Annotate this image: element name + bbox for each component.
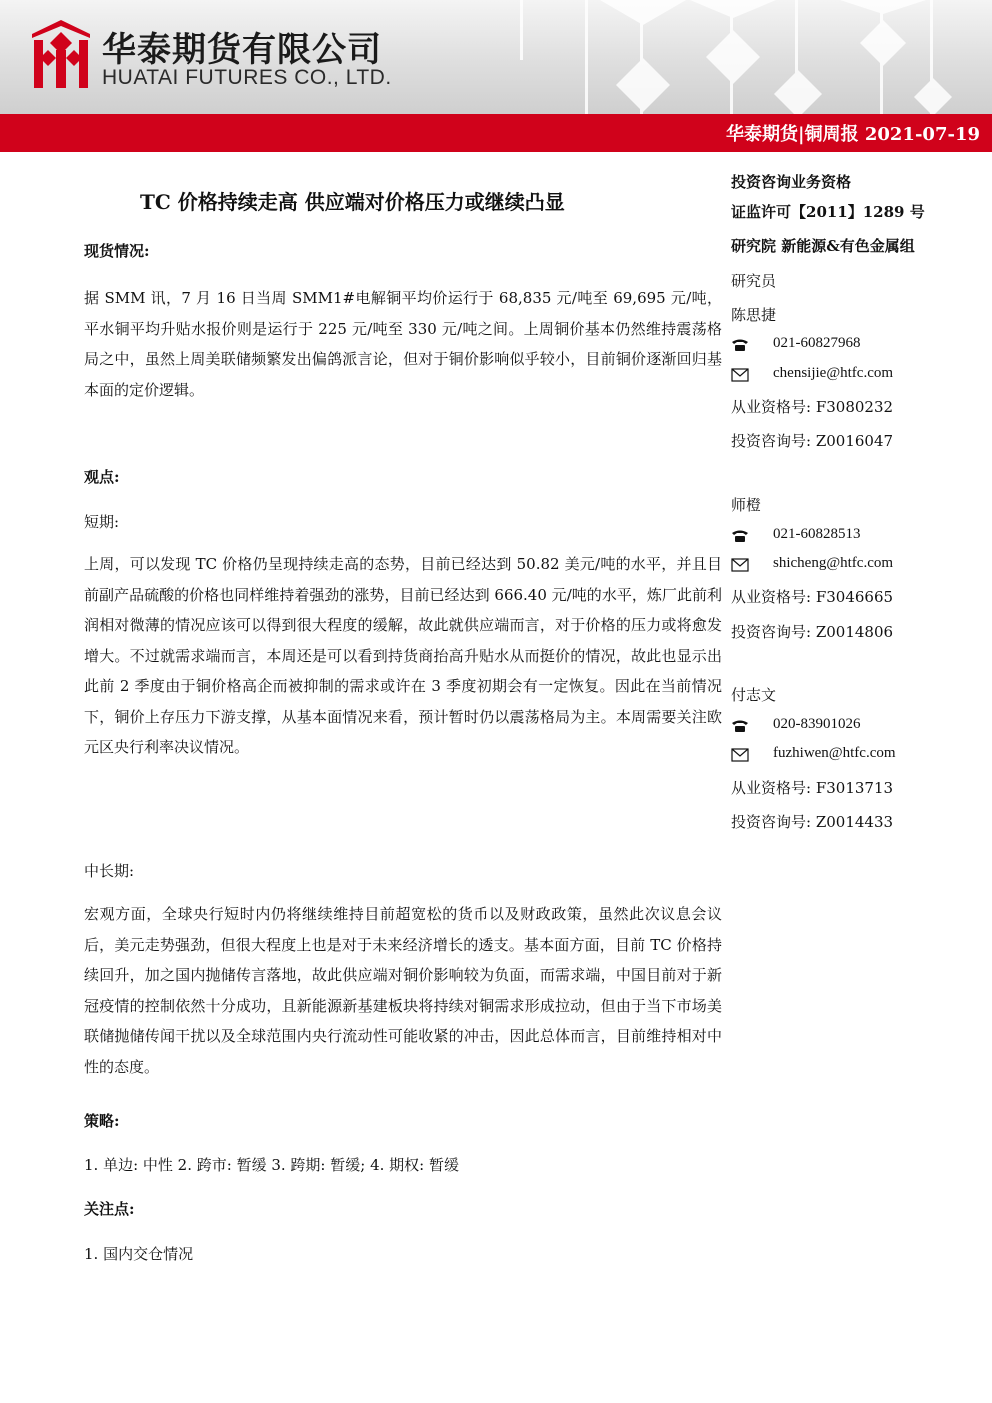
analyst-cert: 从业资格号: F3013713 — [731, 779, 894, 797]
analyst-email[interactable]: chensijie@htfc.com — [773, 365, 894, 381]
short-term-label: 短期: — [84, 513, 120, 531]
mail-icon — [731, 368, 749, 382]
mail-icon — [731, 558, 749, 572]
strategy-text: 1. 单边: 中性 2. 跨市: 暂缓 3. 跨期: 暂缓; 4. 期权: 暂缓 — [84, 1156, 459, 1174]
company-name-cn: 华泰期货有限公司 — [102, 30, 382, 70]
report-tag-bar — [0, 114, 992, 152]
analyst-email[interactable]: fuzhiwen@htfc.com — [773, 745, 896, 761]
qualification-line-1: 投资咨询业务资格 — [731, 173, 852, 191]
department: 研究院 新能源&有色金属组 — [731, 237, 915, 255]
mail-icon — [731, 748, 749, 762]
report-tag: 华泰期货|铜周报 2021-07-19 — [726, 124, 980, 145]
qualification-line-2: 证监许可【2011】1289 号 — [731, 203, 925, 221]
analyst-name: 陈思捷 — [731, 306, 777, 324]
page-header — [0, 0, 992, 114]
analyst-phone: 021-60827968 — [773, 335, 861, 351]
analyst-consult: 投资咨询号: Z0014433 — [731, 813, 894, 831]
analyst-cert: 从业资格号: F3080232 — [731, 398, 894, 416]
analyst-name: 师橙 — [731, 496, 762, 514]
analyst-cert: 从业资格号: F3046665 — [731, 588, 894, 606]
spot-paragraph: 据 SMM 讯，7 月 16 日当周 SMM1#电解铜平均价运行于 68,835 元/吨至 69,695 元/吨，平水铜平均升贴水报价则是运行于 225 元/吨至 330 元/吨之间。上周铜价基本仍然维持震荡格局之中，虽然上周美联储频繁发出偏鸽派言论，但对于铜价影响似乎较小，目前铜价逐渐回归基本面的定价逻辑。 — [84, 289, 722, 399]
analyst-phone: 021-60828513 — [773, 526, 861, 542]
company-name-en: HUATAI FUTURES CO., LTD. — [102, 66, 392, 89]
analyst-phone: 020-83901026 — [773, 716, 861, 732]
phone-icon — [731, 529, 749, 543]
analyst-name: 付志文 — [731, 686, 777, 704]
strategy-heading: 策略: — [84, 1112, 120, 1130]
analyst-email[interactable]: shicheng@htfc.com — [773, 555, 894, 571]
spot-heading: 现货情况: — [84, 242, 150, 260]
phone-icon — [731, 719, 749, 733]
page-title: TC 价格持续走高 供应端对价格压力或继续凸显 — [140, 190, 565, 214]
mid-term-label: 中长期: — [84, 862, 135, 880]
short-term-paragraph: 上周，可以发现 TC 价格仍呈现持续走高的态势，目前已经达到 50.82 美元/吨的水平，并且目前副产品硫酸的价格也同样维持着强劲的涨势，目前已经达到 666.40 元/吨的水平，炼厂此前利润相对微薄的情况应该可以得到很大程度的缓解，故此就供应端而言，对于价格的压力或将愈发增大。不过就需求端而言，本周还是可以看到持货商抬高升贴水从而挺价的情况，故此也显示出此前 2 季度由于铜价格高企而被抑制的需求或许在 3 季度初期会有一定恢复。因此在当前情况下，铜价上存压力下游支撑，从基本面情况来看，预计暂时仍以震荡格局为主。本周需要关注欧元区央行利率决议情况。 — [84, 555, 722, 756]
huatai-logo-icon — [32, 20, 90, 90]
phone-icon — [731, 338, 749, 352]
focus-text: 1. 国内交仓情况 — [84, 1245, 194, 1263]
analyst-consult: 投资咨询号: Z0014806 — [731, 623, 894, 641]
focus-heading: 关注点: — [84, 1200, 135, 1218]
role-label: 研究员 — [731, 272, 777, 290]
analyst-consult: 投资咨询号: Z0016047 — [731, 432, 894, 450]
mid-term-paragraph: 宏观方面，全球央行短时内仍将继续维持目前超宽松的货币以及财政政策，虽然此次议息会议后，美元走势强劲，但很大程度上也是对于未来经济增长的透支。基本面方面，目前 TC 价格持续回升，加之国内抛储传言落地，故此供应端对铜价影响较为负面，而需求端，中国目前对于新冠疫情的控制依然十分成功，且新能源新基建板块将持续对铜需求形成拉动，但由于当下市场美联储抛储传闻干扰以及全球范围内央行流动性可能收紧的冲击，因此总体而言，目前维持相对中性的态度。 — [84, 905, 722, 1076]
view-heading: 观点: — [84, 468, 120, 486]
